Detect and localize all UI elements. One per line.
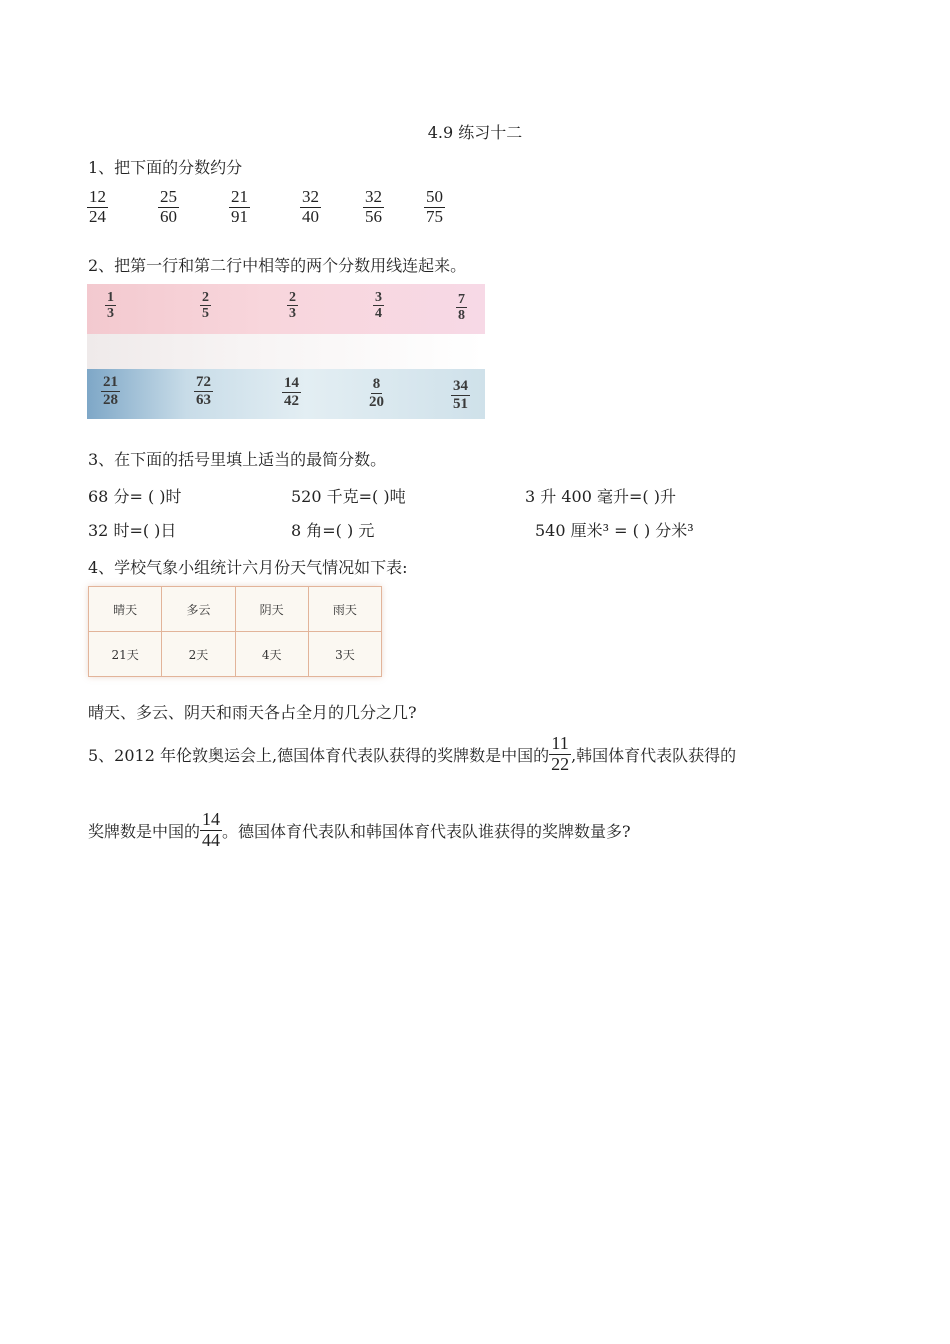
- page-title: 4.9 练习十二: [427, 123, 523, 142]
- fraction: $\frac{11}{22}$: [551, 733, 570, 774]
- q2-prompt: 2、把第一行和第二行中相等的两个分数用线连起来。: [88, 256, 467, 275]
- table-header-cell: 阴天: [235, 587, 308, 632]
- fraction: $\frac{14}{44}$: [202, 809, 221, 850]
- fraction-strip-row2: [87, 369, 485, 419]
- fraction: $\frac{25}{60}$: [160, 187, 177, 226]
- q5-text: 奖牌数是中国的: [88, 821, 201, 841]
- fraction: $\frac{2}{3}$: [289, 290, 296, 322]
- fraction: $\frac{32}{40}$: [302, 187, 319, 226]
- fraction: $\frac{7}{8}$: [458, 292, 465, 324]
- q5-text: ,韩国体育代表队获得的: [571, 745, 737, 765]
- q1-prompt: 1、把下面的分数约分: [88, 158, 243, 177]
- fraction: $\frac{72}{63}$: [196, 374, 211, 408]
- fraction: $\frac{21}{91}$: [231, 187, 248, 226]
- fraction: $\frac{8}{20}$: [369, 376, 384, 410]
- fraction: $\frac{14}{42}$: [284, 375, 299, 409]
- q5-text: 5、2012 年伦敦奥运会上,德国体育代表队获得的奖牌数是中国的: [88, 745, 550, 765]
- fraction: $\frac{3}{4}$: [375, 290, 382, 322]
- q3-item: 3 升 400 毫升=( )升: [525, 487, 676, 506]
- table-header-cell: 晴天: [89, 587, 162, 632]
- q4-prompt: 4、学校气象小组统计六月份天气情况如下表:: [88, 558, 408, 577]
- fraction: $\frac{34}{51}$: [453, 378, 468, 412]
- fraction: $\frac{1}{3}$: [107, 290, 114, 322]
- q3-prompt: 3、在下面的括号里填上适当的最简分数。: [88, 450, 387, 469]
- table-header-cell: 雨天: [308, 587, 381, 632]
- q5-line2: [88, 810, 631, 851]
- table-header-cell: 多云: [162, 587, 235, 632]
- q5-text: 。德国体育代表队和韩国体育代表队谁获得的奖牌数量多?: [222, 821, 631, 841]
- fraction: $\frac{21}{28}$: [103, 374, 118, 408]
- fraction: $\frac{50}{75}$: [426, 187, 443, 226]
- q3-item: 540 厘米³ = ( ) 分米³: [535, 521, 694, 540]
- fraction: $\frac{12}{24}$: [89, 187, 106, 226]
- weather-table: [88, 586, 382, 677]
- q3-item: 68 分= ( )时: [88, 487, 182, 506]
- q5-line1: [88, 734, 736, 775]
- table-cell: 21天: [89, 632, 162, 677]
- q4-question: 晴天、多云、阴天和雨天各占全月的几分之几?: [88, 703, 417, 722]
- q3-item: 32 时=( )日: [88, 521, 177, 540]
- q3-item: 8 角=( ) 元: [291, 521, 375, 540]
- table-cell: 2天: [162, 632, 235, 677]
- fraction: $\frac{2}{5}$: [202, 290, 209, 322]
- fraction-strip-row1: [87, 284, 485, 334]
- q3-item: 520 千克=( )吨: [291, 487, 406, 506]
- strip-gap: [87, 334, 485, 369]
- table-cell: 4天: [235, 632, 308, 677]
- fraction: $\frac{32}{56}$: [365, 187, 382, 226]
- table-cell: 3天: [308, 632, 381, 677]
